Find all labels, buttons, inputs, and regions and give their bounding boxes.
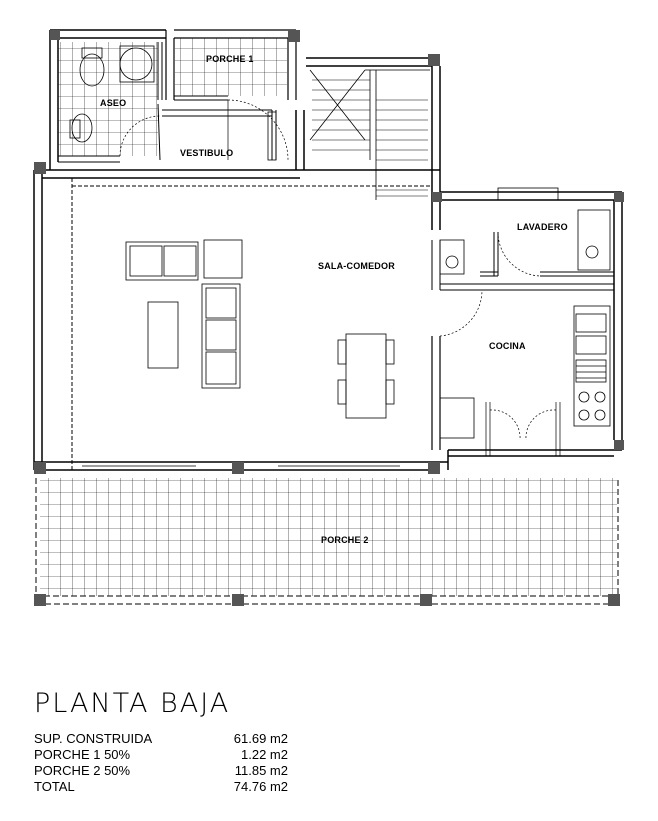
plan-title: PLANTA BAJA	[34, 688, 231, 719]
area-row-name: PORCHE 2 50%	[34, 763, 131, 778]
label-lavadero: LAVADERO	[517, 222, 568, 232]
area-summary	[34, 731, 288, 795]
area-row-value: 11.85 m2	[234, 763, 288, 778]
area-row-value: 74.76 m2	[233, 779, 288, 794]
area-row	[34, 779, 288, 795]
label-cocina: COCINA	[489, 341, 526, 351]
label-porche2: PORCHE 2	[321, 535, 369, 545]
area-row	[34, 747, 288, 763]
label-aseo: ASEO	[100, 98, 127, 108]
area-row	[34, 731, 288, 747]
label-sala-comedor: SALA-COMEDOR	[318, 261, 395, 271]
area-row-name: SUP. CONSTRUIDA	[34, 731, 153, 746]
porche1-floor	[175, 38, 287, 96]
area-row-name: PORCHE 1 50%	[34, 747, 131, 762]
area-row-value: 61.69 m2	[233, 731, 288, 746]
label-vestibulo: VESTIBULO	[180, 148, 234, 158]
area-row	[34, 763, 288, 779]
area-row-name: TOTAL	[34, 779, 75, 794]
area-row-value: 1.22 m2	[241, 747, 288, 762]
label-porche1: PORCHE 1	[206, 54, 254, 64]
